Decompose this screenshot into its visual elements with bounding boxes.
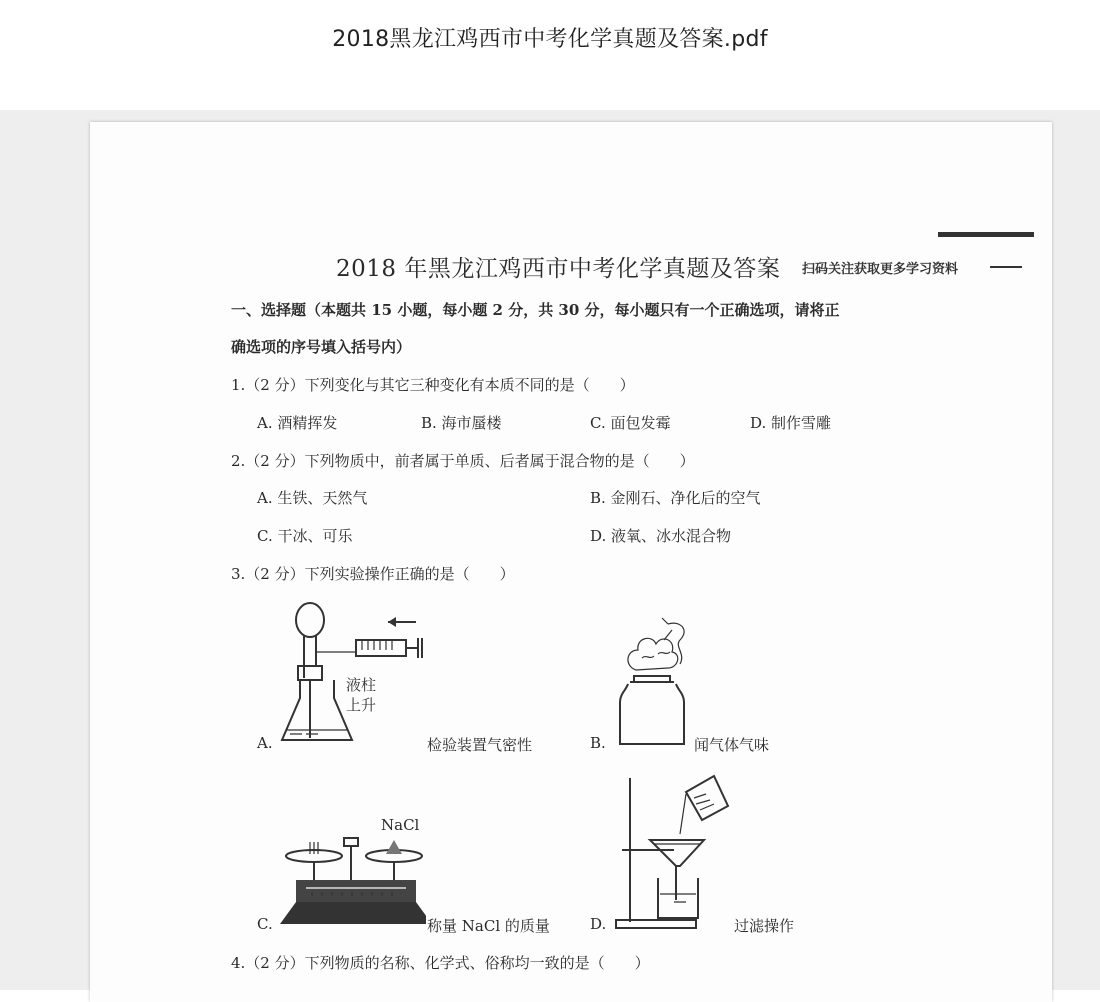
figure-a-label-1: 液柱: [346, 676, 377, 694]
section1-line2: 确选项的序号填入括号内）: [231, 338, 412, 356]
q3-option-a-caption: 检验装置气密性: [427, 736, 533, 754]
q1-option-a: A. 酒精挥发: [257, 414, 338, 432]
qr-banner: 扫码关注获取更多学习资料: [802, 262, 959, 277]
q2-option-a: A. 生铁、天然气: [257, 489, 368, 507]
q2-option-b: B. 金刚石、净化后的空气: [590, 489, 761, 507]
figure-smell-gas: [610, 610, 720, 750]
figure-balance: [276, 832, 426, 932]
corner-mark: [938, 232, 1034, 237]
q2-option-d: D. 液氧、冰水混合物: [590, 527, 732, 545]
q1-option-d: D. 制作雪雕: [750, 414, 832, 432]
banner-rule: [990, 266, 1022, 268]
q1-stem: 1.（2 分）下列变化与其它三种变化有本质不同的是（ ）: [231, 376, 635, 394]
q1-option-c: C. 面包发霉: [590, 414, 671, 432]
document-title: 2018 年黑龙江鸡西市中考化学真题及答案: [336, 256, 781, 282]
q3-option-c-caption: 称量 NaCl 的质量: [427, 917, 550, 935]
q3-option-b-letter: B.: [590, 734, 606, 752]
q2-option-c: C. 干冰、可乐: [257, 527, 353, 545]
q3-option-d-letter: D.: [590, 915, 607, 933]
figure-c-label: NaCl: [381, 816, 420, 834]
pdf-page: [90, 122, 1052, 1002]
q3-option-a-letter: A.: [257, 734, 273, 752]
q3-option-c-letter: C.: [257, 915, 273, 933]
section1-line1: 一、选择题（本题共 15 小题，每小题 2 分，共 30 分，每小题只有一个正确选项，请将正: [231, 301, 840, 319]
q1-option-b: B. 海市蜃楼: [421, 414, 502, 432]
q2-stem: 2.（2 分）下列物质中，前者属于单质、后者属于混合物的是（ ）: [231, 452, 695, 470]
figure-filtration: [614, 774, 744, 934]
file-title: 2018黑龙江鸡西市中考化学真题及答案.pdf: [332, 27, 768, 52]
figure-a-label-2: 上升: [346, 696, 377, 714]
q4-stem: 4.（2 分）下列物质的名称、化学式、俗称均一致的是（ ）: [231, 954, 650, 972]
q3-stem: 3.（2 分）下列实验操作正确的是（ ）: [231, 565, 515, 583]
q3-option-b-caption: 闻气体气味: [694, 736, 770, 754]
q3-option-d-caption: 过滤操作: [734, 917, 795, 935]
